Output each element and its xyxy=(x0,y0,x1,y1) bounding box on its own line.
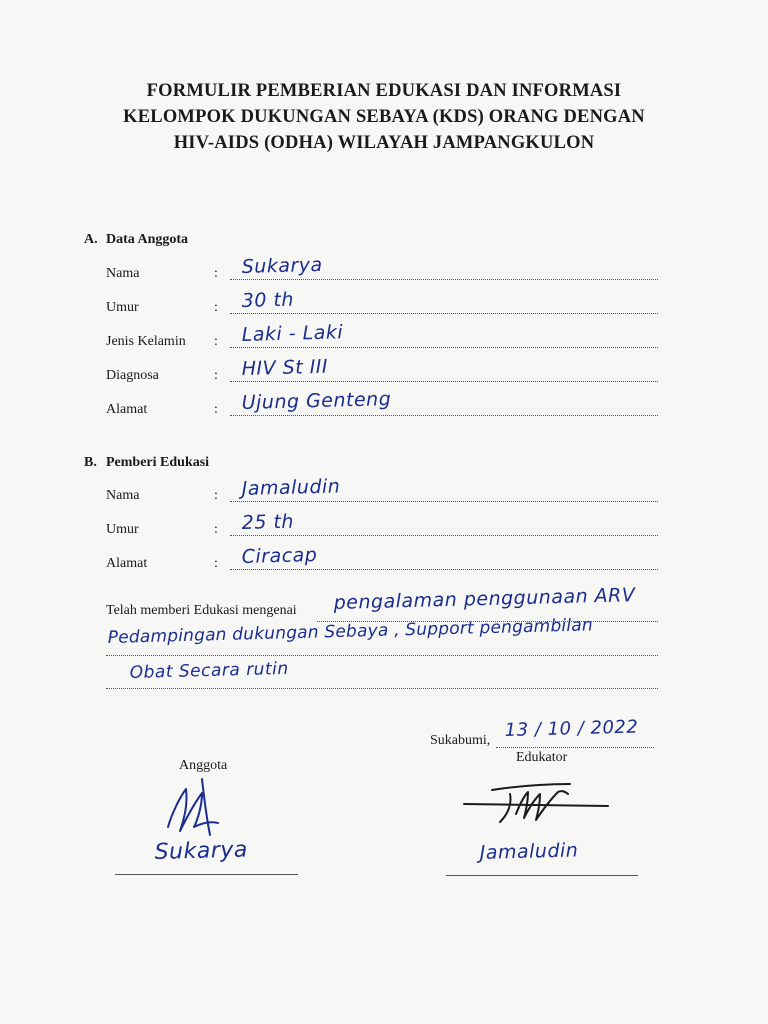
educator-signature-icon xyxy=(458,770,628,830)
dotted-line xyxy=(230,381,658,382)
field-value-handwritten: Sukarya xyxy=(241,253,323,278)
dotted-line xyxy=(230,279,658,280)
educator-name-handwritten: Jamaludin xyxy=(479,839,579,864)
dotted-line xyxy=(106,688,658,689)
member-signature-line xyxy=(115,874,298,875)
member-title: Anggota xyxy=(179,758,228,773)
colon: : xyxy=(214,556,218,571)
field-label: Jenis Kelamin xyxy=(106,334,186,349)
colon: : xyxy=(214,488,218,503)
education-text-line-3: Obat Secara rutin xyxy=(129,658,289,683)
field-label: Alamat xyxy=(106,556,148,571)
field-label: Alamat xyxy=(106,402,148,417)
dotted-line xyxy=(230,569,658,570)
place-label: Sukabumi, xyxy=(430,733,491,748)
education-label: Telah memberi Edukasi mengenai xyxy=(106,603,297,618)
field-member-age xyxy=(106,284,658,318)
title-line-2: KELOMPOK DUKUNGAN SEBAYA (KDS) ORANG DENGAN xyxy=(123,107,645,127)
field-member-address xyxy=(106,386,658,420)
field-educator-address xyxy=(106,540,658,574)
dotted-line xyxy=(496,747,654,748)
field-label: Nama xyxy=(106,266,140,281)
member-signature-icon xyxy=(158,775,248,845)
colon: : xyxy=(214,266,218,281)
section-b-title: Pemberi Edukasi xyxy=(106,455,210,470)
colon: : xyxy=(214,402,218,417)
title-line-1: FORMULIR PEMBERIAN EDUKASI DAN INFORMASI xyxy=(146,81,622,101)
section-a-heading xyxy=(84,232,188,248)
education-text-line-1: pengalaman penggunaan ARV xyxy=(333,584,636,614)
colon: : xyxy=(214,522,218,537)
section-b-heading xyxy=(84,455,209,471)
section-b-letter: B. xyxy=(84,455,97,470)
field-member-name xyxy=(106,250,658,284)
field-value-handwritten: Laki - Laki xyxy=(241,321,344,346)
dotted-line xyxy=(106,655,658,656)
field-value-handwritten: Jamaludin xyxy=(241,475,341,500)
educator-title: Edukator xyxy=(516,750,568,765)
section-a-title: Data Anggota xyxy=(106,232,189,247)
field-label: Umur xyxy=(106,300,139,315)
field-member-gender xyxy=(106,318,658,352)
field-label: Diagnosa xyxy=(106,368,159,383)
field-value-handwritten: Ujung Genteng xyxy=(241,388,392,414)
dotted-line xyxy=(230,313,658,314)
field-member-diagnosis xyxy=(106,352,658,386)
dotted-line xyxy=(230,501,658,502)
date-handwritten: 13 / 10 / 2022 xyxy=(504,716,639,741)
field-label: Umur xyxy=(106,522,139,537)
section-a-letter: A. xyxy=(84,232,98,247)
field-value-handwritten: Ciracap xyxy=(241,544,318,568)
title-line-3: HIV-AIDS (ODHA) WILAYAH JAMPANGKULON xyxy=(173,133,595,153)
educator-signature-line xyxy=(446,875,638,876)
dotted-line xyxy=(230,535,658,536)
colon: : xyxy=(214,300,218,315)
form-title xyxy=(60,78,708,156)
dotted-line xyxy=(230,415,658,416)
dotted-line xyxy=(230,347,658,348)
field-label: Nama xyxy=(106,488,140,503)
education-text-line-2: Pedampingan dukungan Sebaya , Support pengambilan xyxy=(107,615,594,648)
colon: : xyxy=(214,334,218,349)
field-value-handwritten: HIV St III xyxy=(241,355,329,380)
member-name-handwritten: Sukarya xyxy=(154,837,249,865)
field-value-handwritten: 30 th xyxy=(241,288,295,312)
field-educator-name xyxy=(106,472,658,506)
colon: : xyxy=(214,368,218,383)
field-value-handwritten: 25 th xyxy=(241,510,295,534)
field-educator-age xyxy=(106,506,658,540)
